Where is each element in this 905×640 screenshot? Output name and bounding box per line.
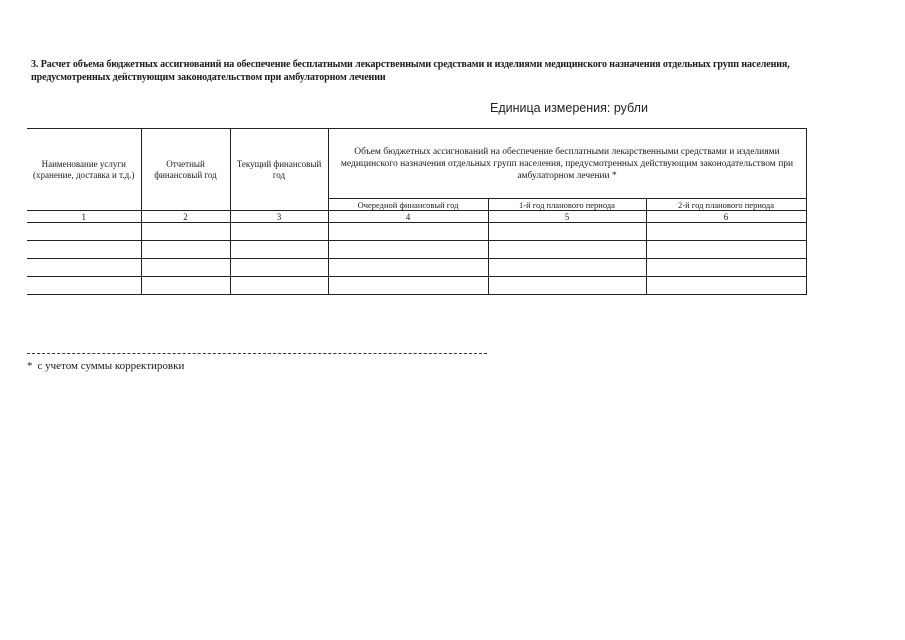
table-cell [27, 277, 141, 295]
header-plan-year-1: 1-й год планового периода [488, 199, 646, 211]
header-next-year: Очередной финансовый год [328, 199, 488, 211]
table-row [27, 277, 806, 295]
column-number: 4 [328, 211, 488, 223]
table-cell [328, 223, 488, 241]
budget-table [27, 128, 807, 295]
column-number: 3 [230, 211, 328, 223]
table-cell [328, 277, 488, 295]
table-cell [646, 259, 806, 277]
table-cell [27, 223, 141, 241]
table-cell [230, 259, 328, 277]
column-number: 5 [488, 211, 646, 223]
footnote-text: с учетом суммы корректировки [37, 360, 185, 372]
table-row [27, 223, 806, 241]
table-cell [230, 241, 328, 259]
unit-label: Единица измерения: рубли [490, 101, 648, 115]
column-number: 6 [646, 211, 806, 223]
table-cell [488, 223, 646, 241]
table-cell [230, 277, 328, 295]
table-cell [27, 259, 141, 277]
table-cell [230, 223, 328, 241]
header-service-name: Наименование услуги (хранение, доставка и т.д.) [27, 129, 141, 211]
table-cell [646, 223, 806, 241]
table-row [27, 241, 806, 259]
footnote-mark: * [27, 360, 33, 372]
header-volume-group: Объем бюджетных ассигнований на обеспечение бесплатными лекарственными средствами и изделиями медицинского назначения отдельных групп населения, предусмотренных действующим законодательством при амбулаторном лечении * [328, 129, 806, 199]
column-number: 2 [141, 211, 230, 223]
table-cell [488, 241, 646, 259]
header-current-year: Текущий финансовый год [230, 129, 328, 211]
table-cell [27, 241, 141, 259]
footnote-divider [27, 353, 487, 354]
table-cell [141, 259, 230, 277]
table-cell [141, 241, 230, 259]
table-cell [141, 277, 230, 295]
header-plan-year-2: 2-й год планового периода [646, 199, 806, 211]
table-cell [646, 277, 806, 295]
table-cell [646, 241, 806, 259]
table-cell [488, 259, 646, 277]
table-cell [328, 259, 488, 277]
table-row [27, 259, 806, 277]
table-cell [488, 277, 646, 295]
footnote [27, 360, 184, 373]
column-numbers-row [27, 211, 806, 223]
header-reporting-year: Отчетный финансовый год [141, 129, 230, 211]
column-number: 1 [27, 211, 141, 223]
table-cell [328, 241, 488, 259]
section-title: 3. Расчет объема бюджетных ассигнований на обеспечение бесплатными лекарственными средствами и изделиями медицинского назначения отдельных групп населения, предусмотренных действующим законодательством при амбулаторном лечении [31, 59, 790, 83]
table-cell [141, 223, 230, 241]
